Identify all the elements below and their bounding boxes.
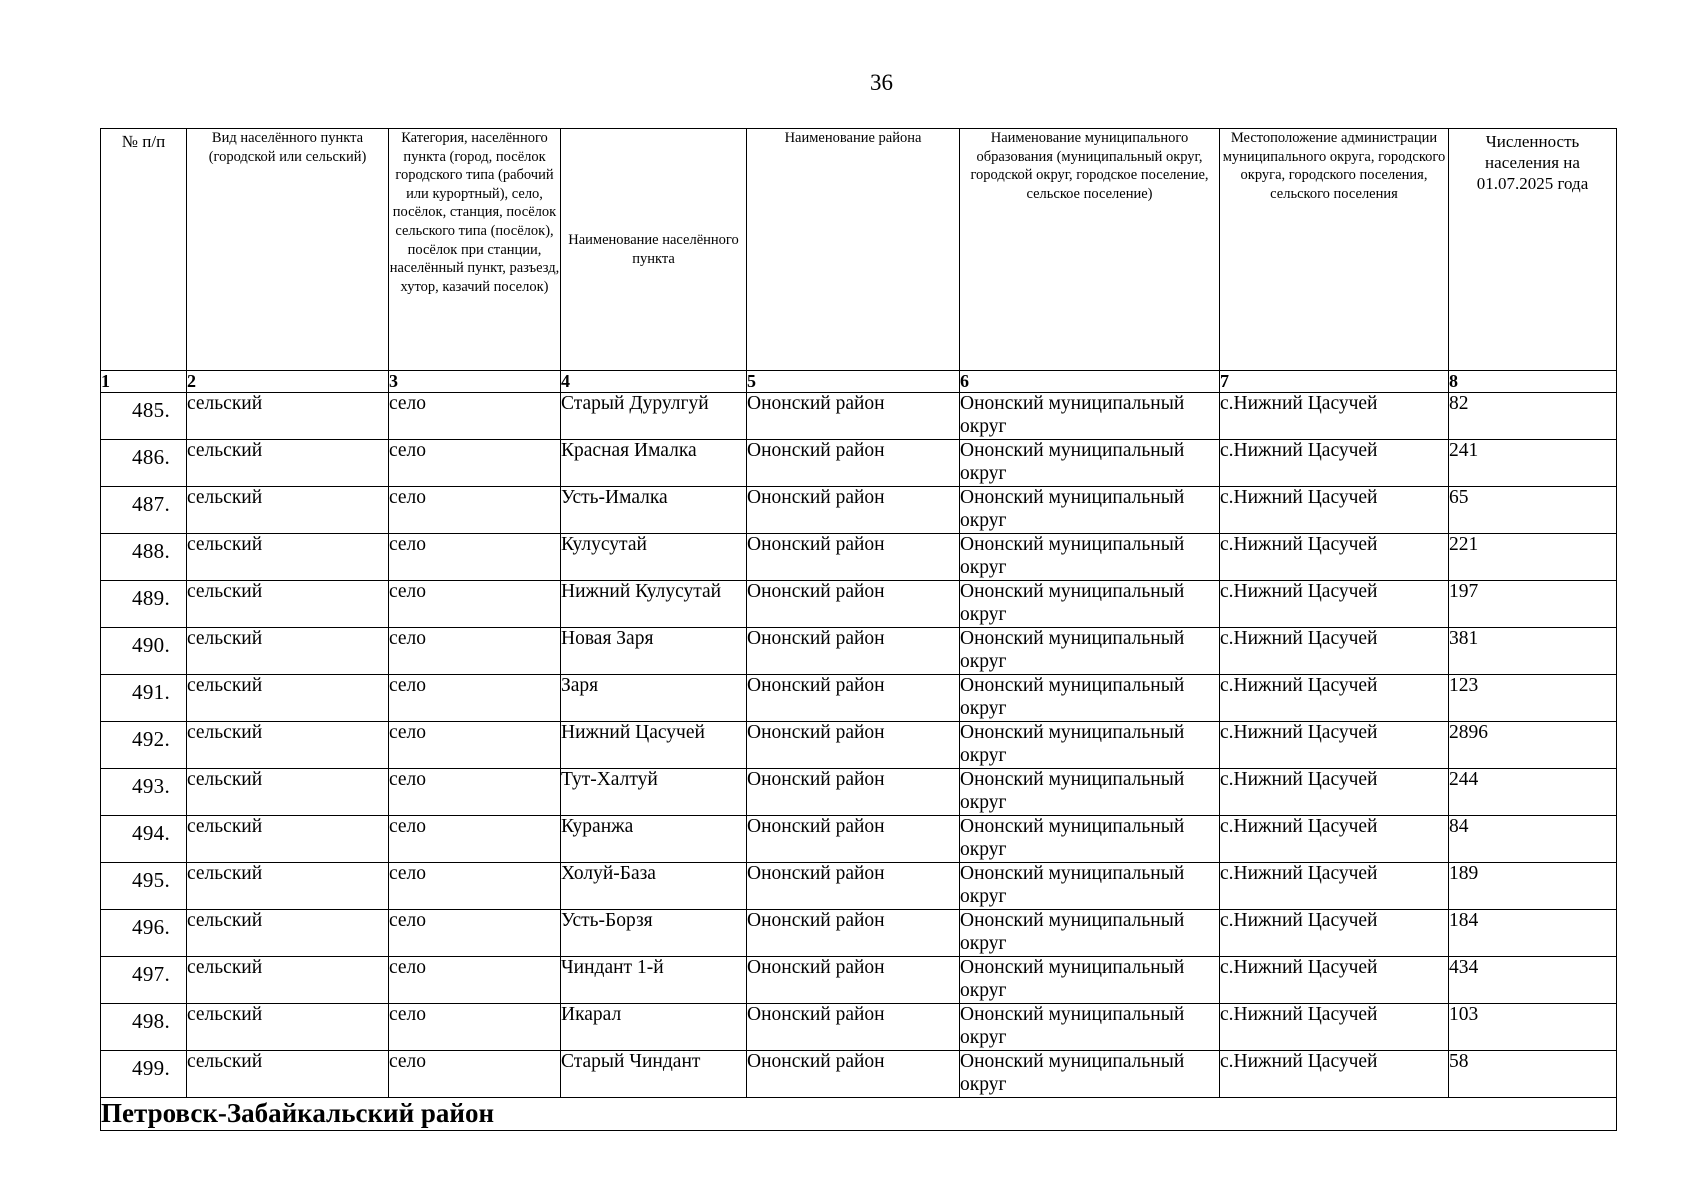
column-number: 5 bbox=[747, 371, 960, 393]
administration-location: с.Нижний Цасучей bbox=[1220, 1051, 1449, 1098]
population-value: 221 bbox=[1449, 534, 1617, 581]
municipality-name: Ононский муниципальный округ bbox=[960, 487, 1220, 534]
municipality-name: Ононский муниципальный округ bbox=[960, 581, 1220, 628]
settlement-category: село bbox=[389, 534, 561, 581]
settlement-name: Заря bbox=[561, 675, 747, 722]
district-name: Ононский район bbox=[747, 910, 960, 957]
settlement-category: село bbox=[389, 1051, 561, 1098]
settlement-category: село bbox=[389, 722, 561, 769]
population-value: 2896 bbox=[1449, 722, 1617, 769]
settlement-category: село bbox=[389, 675, 561, 722]
municipality-name: Ононский муниципальный округ bbox=[960, 1004, 1220, 1051]
district-name: Ононский район bbox=[747, 675, 960, 722]
settlement-type: сельский bbox=[187, 910, 389, 957]
district-name: Ононский район bbox=[747, 487, 960, 534]
table-row bbox=[101, 581, 1617, 628]
population-value: 241 bbox=[1449, 440, 1617, 487]
administration-location: с.Нижний Цасучей bbox=[1220, 487, 1449, 534]
settlement-category: село bbox=[389, 581, 561, 628]
row-number: 495. bbox=[101, 863, 187, 910]
population-value: 189 bbox=[1449, 863, 1617, 910]
settlement-category: село bbox=[389, 816, 561, 863]
district-name: Ононский район bbox=[747, 863, 960, 910]
district-name: Ононский район bbox=[747, 581, 960, 628]
row-number: 498. bbox=[101, 1004, 187, 1051]
section-title: Петровск-Забайкальский район bbox=[101, 1098, 1617, 1131]
municipality-name: Ононский муниципальный округ bbox=[960, 910, 1220, 957]
table-row bbox=[101, 957, 1617, 1004]
settlement-category: село bbox=[389, 769, 561, 816]
settlement-name: Усть-Ималка bbox=[561, 487, 747, 534]
settlement-type: сельский bbox=[187, 487, 389, 534]
municipality-name: Ононский муниципальный округ bbox=[960, 393, 1220, 440]
column-number: 3 bbox=[389, 371, 561, 393]
table-row bbox=[101, 440, 1617, 487]
settlement-category: село bbox=[389, 957, 561, 1004]
district-name: Ононский район bbox=[747, 393, 960, 440]
settlement-type: сельский bbox=[187, 675, 389, 722]
district-name: Ононский район bbox=[747, 769, 960, 816]
population-value: 184 bbox=[1449, 910, 1617, 957]
table-row bbox=[101, 769, 1617, 816]
row-number: 496. bbox=[101, 910, 187, 957]
column-number: 8 bbox=[1449, 371, 1617, 393]
table-header-row bbox=[101, 129, 1617, 371]
municipality-name: Ононский муниципальный округ bbox=[960, 957, 1220, 1004]
population-value: 381 bbox=[1449, 628, 1617, 675]
header-settlement-type: Вид населённого пункта (городской или сельский) bbox=[187, 129, 389, 371]
row-number: 485. bbox=[101, 393, 187, 440]
settlement-name: Новая Заря bbox=[561, 628, 747, 675]
municipality-name: Ононский муниципальный округ bbox=[960, 534, 1220, 581]
settlement-category: село bbox=[389, 910, 561, 957]
column-number: 2 bbox=[187, 371, 389, 393]
header-population: Численность населения на 01.07.2025 года bbox=[1449, 129, 1617, 371]
settlement-name: Куранжа bbox=[561, 816, 747, 863]
row-number: 497. bbox=[101, 957, 187, 1004]
settlement-type: сельский bbox=[187, 722, 389, 769]
settlement-name: Кулусутай bbox=[561, 534, 747, 581]
administration-location: с.Нижний Цасучей bbox=[1220, 863, 1449, 910]
population-value: 58 bbox=[1449, 1051, 1617, 1098]
settlements-table bbox=[100, 128, 1617, 1131]
column-number: 1 bbox=[101, 371, 187, 393]
district-name: Ононский район bbox=[747, 1004, 960, 1051]
settlement-name: Холуй-База bbox=[561, 863, 747, 910]
settlement-category: село bbox=[389, 487, 561, 534]
municipality-name: Ононский муниципальный округ bbox=[960, 816, 1220, 863]
district-name: Ононский район bbox=[747, 816, 960, 863]
administration-location: с.Нижний Цасучей bbox=[1220, 1004, 1449, 1051]
table-row bbox=[101, 1004, 1617, 1051]
population-value: 244 bbox=[1449, 769, 1617, 816]
header-settlement-name: Наименование населённого пункта bbox=[561, 129, 747, 371]
settlement-name: Нижний Кулусутай bbox=[561, 581, 747, 628]
settlement-type: сельский bbox=[187, 440, 389, 487]
municipality-name: Ононский муниципальный округ bbox=[960, 863, 1220, 910]
settlement-type: сельский bbox=[187, 816, 389, 863]
population-value: 434 bbox=[1449, 957, 1617, 1004]
municipality-name: Ононский муниципальный округ bbox=[960, 1051, 1220, 1098]
settlement-name: Нижний Цасучей bbox=[561, 722, 747, 769]
population-value: 103 bbox=[1449, 1004, 1617, 1051]
municipality-name: Ононский муниципальный округ bbox=[960, 628, 1220, 675]
settlement-name: Чиндант 1-й bbox=[561, 957, 747, 1004]
settlement-category: село bbox=[389, 440, 561, 487]
table-row bbox=[101, 628, 1617, 675]
municipality-name: Ононский муниципальный округ bbox=[960, 722, 1220, 769]
settlement-name: Икарал bbox=[561, 1004, 747, 1051]
administration-location: с.Нижний Цасучей bbox=[1220, 675, 1449, 722]
header-municipality: Наименование муниципального образования (муниципальный округ, городской округ, городское поселение, сельское поселение) bbox=[960, 129, 1220, 371]
settlement-name: Красная Ималка bbox=[561, 440, 747, 487]
settlement-type: сельский bbox=[187, 863, 389, 910]
settlement-type: сельский bbox=[187, 534, 389, 581]
row-number: 488. bbox=[101, 534, 187, 581]
row-number: 493. bbox=[101, 769, 187, 816]
administration-location: с.Нижний Цасучей bbox=[1220, 581, 1449, 628]
settlement-name: Усть-Борзя bbox=[561, 910, 747, 957]
header-category: Категория, населённого пункта (город, посёлок городского типа (рабочий или курортный), село, посёлок, станция, посёлок сельского типа (посёлок), посёлок при станции, населённый пункт, разъезд, хутор, казачий поселок) bbox=[389, 129, 561, 371]
header-number: № п/п bbox=[101, 129, 187, 371]
settlement-type: сельский bbox=[187, 1051, 389, 1098]
row-number: 492. bbox=[101, 722, 187, 769]
settlement-name: Старый Дурулгуй bbox=[561, 393, 747, 440]
district-name: Ононский район bbox=[747, 534, 960, 581]
settlement-category: село bbox=[389, 863, 561, 910]
population-value: 65 bbox=[1449, 487, 1617, 534]
population-value: 84 bbox=[1449, 816, 1617, 863]
settlement-type: сельский bbox=[187, 957, 389, 1004]
column-number: 6 bbox=[960, 371, 1220, 393]
settlement-type: сельский bbox=[187, 393, 389, 440]
settlement-category: село bbox=[389, 628, 561, 675]
page-number: 36 bbox=[870, 70, 893, 95]
administration-location: с.Нижний Цасучей bbox=[1220, 957, 1449, 1004]
administration-location: с.Нижний Цасучей bbox=[1220, 534, 1449, 581]
administration-location: с.Нижний Цасучей bbox=[1220, 910, 1449, 957]
column-number: 7 bbox=[1220, 371, 1449, 393]
table-row bbox=[101, 675, 1617, 722]
district-name: Ононский район bbox=[747, 722, 960, 769]
table-row bbox=[101, 487, 1617, 534]
row-number: 490. bbox=[101, 628, 187, 675]
settlement-type: сельский bbox=[187, 769, 389, 816]
settlement-category: село bbox=[389, 1004, 561, 1051]
municipality-name: Ононский муниципальный округ bbox=[960, 675, 1220, 722]
settlement-type: сельский bbox=[187, 581, 389, 628]
district-name: Ононский район bbox=[747, 628, 960, 675]
table-row bbox=[101, 534, 1617, 581]
row-number: 489. bbox=[101, 581, 187, 628]
table-row bbox=[101, 393, 1617, 440]
settlement-category: село bbox=[389, 393, 561, 440]
population-value: 123 bbox=[1449, 675, 1617, 722]
table-row bbox=[101, 910, 1617, 957]
table-row bbox=[101, 863, 1617, 910]
column-number-row bbox=[101, 371, 1617, 393]
table-row bbox=[101, 1051, 1617, 1098]
administration-location: с.Нижний Цасучей bbox=[1220, 769, 1449, 816]
administration-location: с.Нижний Цасучей bbox=[1220, 816, 1449, 863]
section-row bbox=[101, 1098, 1617, 1131]
settlement-type: сельский bbox=[187, 1004, 389, 1051]
municipality-name: Ононский муниципальный округ bbox=[960, 440, 1220, 487]
population-value: 197 bbox=[1449, 581, 1617, 628]
administration-location: с.Нижний Цасучей bbox=[1220, 722, 1449, 769]
administration-location: с.Нижний Цасучей bbox=[1220, 440, 1449, 487]
table-row bbox=[101, 722, 1617, 769]
district-name: Ононский район bbox=[747, 957, 960, 1004]
district-name: Ононский район bbox=[747, 1051, 960, 1098]
table-row bbox=[101, 816, 1617, 863]
row-number: 494. bbox=[101, 816, 187, 863]
settlement-name: Старый Чиндант bbox=[561, 1051, 747, 1098]
population-value: 82 bbox=[1449, 393, 1617, 440]
header-administration: Местоположение администрации муниципального округа, городского округа, городского поселения, сельского поселения bbox=[1220, 129, 1449, 371]
settlement-type: сельский bbox=[187, 628, 389, 675]
row-number: 491. bbox=[101, 675, 187, 722]
row-number: 486. bbox=[101, 440, 187, 487]
header-district: Наименование района bbox=[747, 129, 960, 371]
administration-location: с.Нижний Цасучей bbox=[1220, 628, 1449, 675]
row-number: 499. bbox=[101, 1051, 187, 1098]
column-number: 4 bbox=[561, 371, 747, 393]
administration-location: с.Нижний Цасучей bbox=[1220, 393, 1449, 440]
settlement-name: Тут-Халтуй bbox=[561, 769, 747, 816]
row-number: 487. bbox=[101, 487, 187, 534]
municipality-name: Ононский муниципальный округ bbox=[960, 769, 1220, 816]
district-name: Ононский район bbox=[747, 440, 960, 487]
